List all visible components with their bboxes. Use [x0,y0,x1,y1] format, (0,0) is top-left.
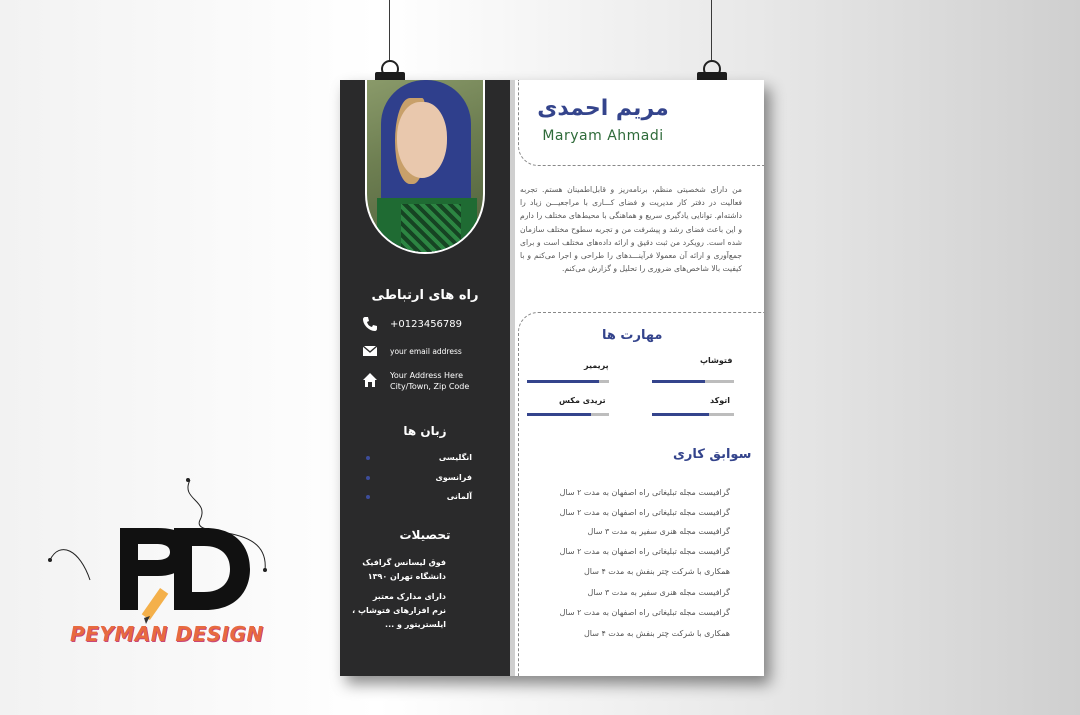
skill-label: پریمیر [584,361,609,370]
brand-name: PEYMAN DESIGN [70,622,264,646]
contact-email-text: your email address [390,346,462,356]
education-line1: فوق لیسانس گرافیک [362,558,446,567]
skill-bar [527,380,609,383]
contact-address-line2: City/Town, Zip Code [390,382,470,391]
hanging-wire-left [389,0,390,62]
work-title: سوابق کاری [673,447,752,462]
sidebar-divider [510,80,515,676]
skill-label: فتوشاپ [700,356,733,365]
bullet-icon [366,456,370,460]
education-line4: نرم افزارهای فتوشاپ ، [352,606,446,615]
education-degree [340,556,446,584]
about-text: من دارای شخصیتی منظم، برنامه‌ریز و قابل‌اطمینان هستم. تجربه فعالیت در دفتر کار مدیریت و فضای کـــاری با مراجعیـــن زیاد را داشته‌ام. توانایی یادگیری سریع و هماهنگی با محیط‌های مختلف را دارم و این باعث فضای رشد و پیشرفت من و تجربه سطوح مختلف سازمان شده است. رویکرد من ثبت دقیق و ارائه داده‌های مختلف است و برای جمع‌آوری و ارائه آن معمولا فرآینـــدهای را طراحی و اجرا می‌کنم و با کیفیت بالا شاخص‌های ضروری را تحلیل و گزارش می‌کنم. [520,185,742,274]
contact-phone [362,316,502,332]
name-frame [518,80,764,166]
skill-bar [652,413,734,416]
skills-title: مهارت ها [602,328,663,343]
contact-address-line1: Your Address Here [390,371,463,380]
work-item: گرافیست مجله تبلیغاتی راه اصفهان به مدت ۲ سال [559,608,730,617]
work-item: گرافیست مجله تبلیغاتی راه اصفهان به مدت ۲ سال [559,488,730,497]
education-certificates [340,590,446,632]
language-label: فرانسوی [435,473,472,482]
work-item: همکاری با شرکت چتر بنفش به مدت ۴ سال [583,567,730,576]
contact-phone-text: +0123456789 [390,318,463,330]
contact-address [362,370,502,392]
skill-label: تریدی مکس [559,396,606,405]
language-item [366,453,472,462]
contact-email [362,343,502,359]
resume-sidebar [340,80,510,676]
language-item [366,492,472,501]
work-item: گرافیست مجله هنری سفیر به مدت ۳ سال [587,588,730,597]
pencil-icon [142,588,169,624]
language-item [366,473,472,482]
contact-title: راه های ارتباطی [371,288,479,303]
language-label: انگلیسی [438,453,472,462]
envelope-icon [362,343,378,359]
work-item: گرافیست مجله هنری سفیر به مدت ۳ سال [587,527,730,536]
education-title: تحصیلات [399,528,451,542]
phone-icon [362,316,378,332]
language-label: آلمانی [446,492,472,501]
profile-photo [365,80,485,254]
skill-label: اتوکد [710,396,731,405]
work-item: گرافیست مجله تبلیغاتی راه اصفهان به مدت ۲ سال [559,508,730,517]
home-icon [362,372,378,388]
skill-bar [527,413,609,416]
education-line5: ایلستریتور و ... [385,620,446,629]
bullet-icon [366,495,370,499]
bullet-icon [366,476,370,480]
languages-title: زبان ها [403,424,447,438]
work-item: همکاری با شرکت چتر بنفش به مدت ۴ سال [583,629,730,638]
name-persian: مریم احمدی [537,96,669,121]
skill-bar [652,380,734,383]
education-line3: دارای مدارک معتبر [372,592,446,601]
name-english: Maryam Ahmadi [542,128,664,144]
education-line2: دانشگاه تهران ۱۳۹۰ [367,572,446,581]
resume-poster [340,80,764,676]
hanging-wire-right [711,0,712,62]
work-item: گرافیست مجله تبلیغاتی راه اصفهان به مدت ۲ سال [559,547,730,556]
